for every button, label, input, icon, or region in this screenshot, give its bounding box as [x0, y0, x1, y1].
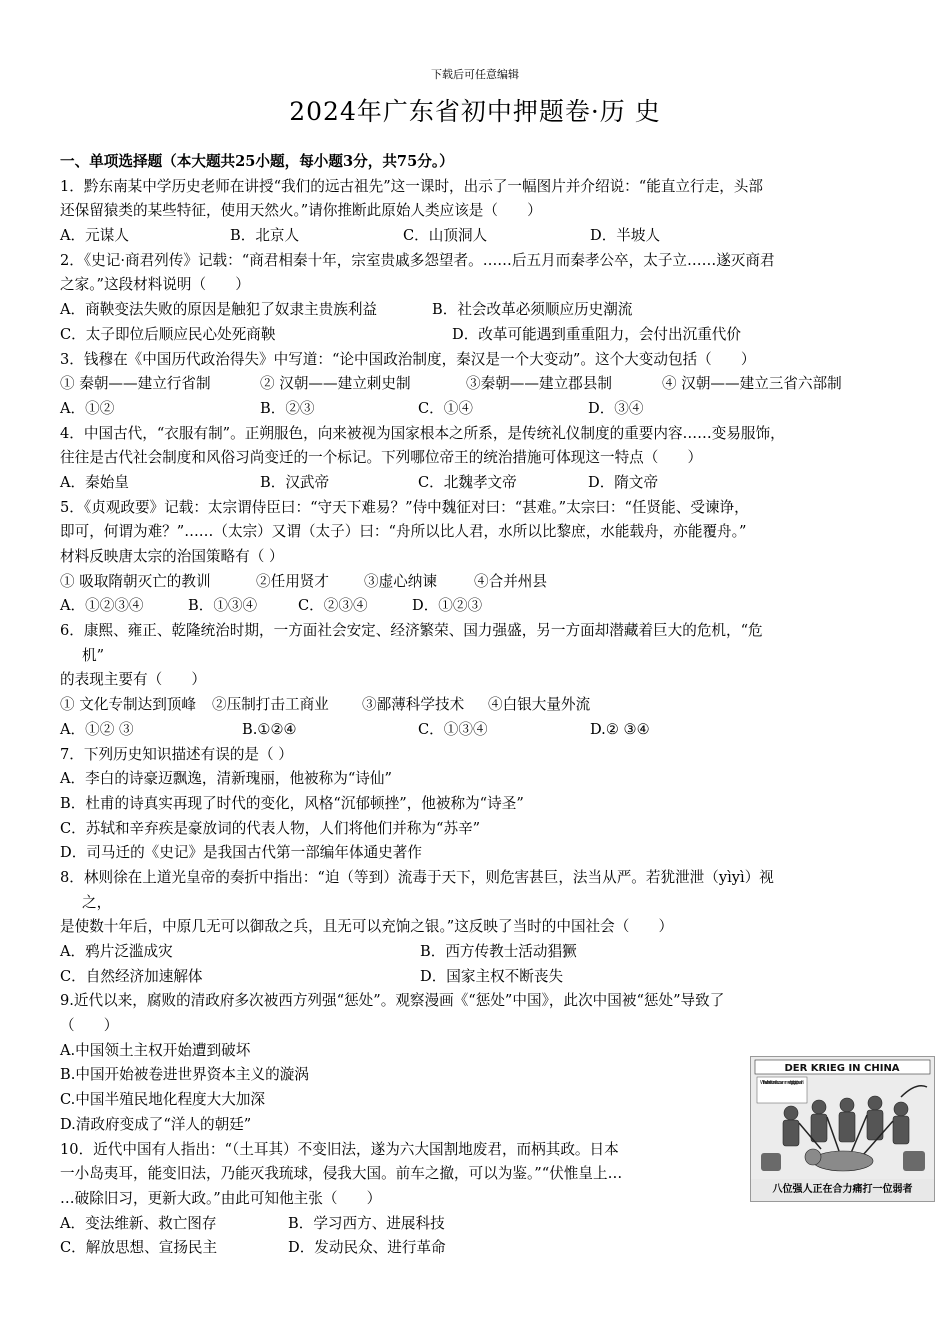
q6-option-b[interactable]: B.①②④: [242, 720, 297, 738]
q1-option-c[interactable]: C．山顶洞人: [403, 227, 488, 245]
q6-item-2: ②压制打击工商业: [212, 696, 329, 714]
q3-item-2: ② 汉朝——建立刺史制: [260, 375, 411, 393]
cartoon-banner: DER KRIEG IN CHINA: [784, 1063, 900, 1074]
q2-option-d[interactable]: D．改革可能遇到重重阻力，会付出沉重代价: [452, 325, 741, 343]
q6-items: [60, 693, 910, 718]
q7-stem-line: 7．下列历史知识描述有误的是（ ）: [60, 745, 293, 763]
cartoon-illustration: [751, 1057, 934, 1179]
q4-stem-line: 往往是古代社会制度和风俗习尚变迁的一个标记。下列哪位帝王的统治措施可体现这一特点（ ）: [60, 449, 703, 467]
q6-option-c[interactable]: C．①③④: [418, 720, 488, 738]
q10-options: [60, 1236, 910, 1261]
q3-item-3: ③秦朝——建立郡县制: [466, 375, 612, 393]
page-title: 2024年广东省初中押题卷·历 史: [289, 97, 661, 126]
q1-stem-line: 还保留猿类的某些特征，使用天然火。”请你推断此原始人类应该是（ ）: [60, 202, 542, 220]
q5-option-d[interactable]: D．①②③: [412, 597, 483, 615]
q4-option-c[interactable]: C．北魏孝文帝: [418, 473, 517, 491]
q9-stem-line: 9.近代以来，腐败的清政府多次被西方列强“惩处”。观察漫画《“惩处”中国》，此次中国被“惩处”导致了: [60, 992, 725, 1010]
q1-option-b[interactable]: B．北京人: [230, 227, 300, 245]
q5-item-1: ① 吸取隋朝灭亡的教训: [60, 572, 211, 590]
q10-option-c[interactable]: C．解放思想、宣扬民主: [60, 1239, 218, 1257]
q3-option-a[interactable]: A．①②: [60, 399, 115, 417]
q9-option-c[interactable]: C.中国半殖民地化程度大大加深: [60, 1091, 266, 1109]
q3-item-1: ① 秦朝——建立行省制: [60, 375, 211, 393]
q8-stem-line: 是使数十年后，中原几无可以御敌之兵，且无可以充饷之银。”这反映了当时的中国社会（ ）: [60, 918, 674, 936]
q1-options: [60, 224, 910, 249]
q5-item-2: ②任用贤才: [256, 572, 329, 590]
cartoon-figure: [750, 1056, 935, 1202]
q6-option-a[interactable]: A．①② ③: [60, 720, 134, 738]
q3-option-d[interactable]: D．③④: [588, 399, 644, 417]
q2-option-b[interactable]: B．社会改革必须顺应历史潮流: [432, 301, 633, 319]
q3-stem-line: 3．钱穆在《中国历代政治得失》中写道：“论中国政治制度，秦汉是一个大变动”。这个大变动包括（ ）: [60, 350, 756, 368]
q6-item-4: ④白银大量外流: [488, 696, 591, 714]
q4-stem-line: 4．中国古代，“衣服有制”。正朔服色，向来被视为国家根本之所系，是传统礼仪制度的重要内容……变易服饰，: [60, 424, 785, 442]
q6-item-1: ① 文化专制达到顶峰: [60, 696, 196, 714]
q5-option-c[interactable]: C．②③④: [298, 597, 368, 615]
q3-item-4: ④ 汉朝——建立三省六部制: [662, 375, 842, 393]
q5-items: [60, 570, 910, 595]
q7-option-c[interactable]: C．苏轼和辛弃疾是豪放词的代表人物，人们将他们并称为“苏辛”: [60, 819, 481, 837]
q10-stem-line: 一小岛夷耳，能变旧法，乃能灭我琉球，侵我大国。前车之撤，可以为鉴。”“伏惟皇上…: [60, 1165, 623, 1183]
q1-option-a[interactable]: A．元谋人: [60, 227, 129, 245]
q5-option-a[interactable]: A．①②③④: [60, 597, 144, 615]
q2-option-c[interactable]: C．太子即位后顺应民心处死商鞅: [60, 325, 276, 343]
q2-options: [60, 298, 910, 323]
q6-option-d[interactable]: D.② ③④: [590, 720, 650, 738]
q10-stem-line: …破除旧习，更新大政。”由此可知他主张（ ）: [60, 1189, 382, 1207]
cartoon-speech: Wir hau'n ihn fest und treu zusammen, hipp, hipp, hurrah!: [760, 1080, 805, 1086]
q1-option-d[interactable]: D．半坡人: [590, 227, 661, 245]
q9-option-a[interactable]: A.中国领土主权开始遭到破坏: [60, 1041, 251, 1059]
q4-options: [60, 471, 910, 496]
q2-stem-line: 之家。”这段材料说明（ ）: [60, 276, 250, 294]
q2-option-a[interactable]: A．商鞅变法失败的原因是触犯了奴隶主贵族利益: [60, 301, 378, 319]
q3-option-b[interactable]: B．②③: [260, 399, 315, 417]
q7-option-d[interactable]: D．司马迁的《史记》是我国古代第一部编年体通史著作: [60, 844, 422, 862]
q6-stem-line: 机”: [82, 646, 105, 664]
q3-option-c[interactable]: C．①④: [418, 399, 473, 417]
q2-options: [60, 323, 910, 348]
q10-option-b[interactable]: B．学习西方、进展科技: [288, 1214, 445, 1232]
q8-option-c[interactable]: C．自然经济加速解体: [60, 967, 203, 985]
q9-stem-line: （ ）: [60, 1017, 119, 1035]
section-heading: 一、单项选择题（本大题共25小题，每小题3分，共75分。）: [60, 153, 454, 170]
q6-item-3: ③鄙薄科学技术: [362, 696, 465, 714]
q2-stem-line: 2．《史记·商君列传》记载：“商君相秦十年，宗室贵戚多怨望者。……后五月而秦孝公卒，太子立……遂灭商君: [60, 251, 775, 269]
q5-stem-line: 5．《贞观政要》记载：太宗谓侍臣曰：“守天下难易？”侍中魏征对曰：“甚难。”太宗曰：“任贤能、受谏诤，: [60, 498, 749, 516]
q4-option-a[interactable]: A．秦始皇: [60, 473, 129, 491]
q9-option-b[interactable]: B.中国开始被卷进世界资本主义的漩涡: [60, 1066, 309, 1084]
q3-options: [60, 397, 910, 422]
q4-option-d[interactable]: D．隋文帝: [588, 473, 659, 491]
q10-options: [60, 1212, 910, 1237]
q8-stem-line: 8．林则徐在上道光皇帝的奏折中指出：“迫（等到）流毒于天下，则危害甚巨，法当从严。若犹泄泄（yìyì）视: [60, 868, 774, 886]
q10-option-a[interactable]: A．变法维新、救亡图存: [60, 1214, 217, 1232]
q1-stem-line: 1．黔东南某中学历史老师在讲授“我们的远古祖先”这一课时，出示了一幅图片并介绍说：“能直立行走，头部: [60, 177, 763, 195]
q6-stem-line: 6．康熙、雍正、乾隆统治时期，一方面社会安定、经济繁荣、国力强盛，另一方面却潜藏着巨大的危机，“危: [60, 622, 763, 640]
q6-options: [60, 718, 910, 743]
q8-stem-line: 之，: [82, 893, 112, 911]
header-note: 下载后可任意编辑: [431, 68, 519, 81]
q9-option-d[interactable]: D.清政府变成了“洋人的朝廷”: [60, 1115, 252, 1133]
q7-option-b[interactable]: B．杜甫的诗真实再现了时代的变化，风格“沉郁顿挫”，他被称为“诗圣”: [60, 794, 524, 812]
q7-option-a[interactable]: A．李白的诗豪迈飘逸，清新瑰丽，他被称为“诗仙”: [60, 770, 392, 788]
q8-options: [60, 940, 910, 965]
q5-stem-line: 即可，何谓为难？”……（太宗）又谓（太子）曰：“舟所以比人君，水所以比黎庶，水能载舟，亦能覆舟。”: [60, 523, 747, 541]
q5-option-b[interactable]: B．①③④: [188, 597, 258, 615]
q10-option-d[interactable]: D．发动民众、进行革命: [288, 1239, 446, 1257]
q6-stem-line: 的表现主要有（ ）: [60, 671, 206, 689]
cartoon-caption: 八位强人正在合力痛打一位弱者: [751, 1179, 934, 1201]
q3-items: [60, 372, 910, 397]
q4-option-b[interactable]: B．汉武帝: [260, 473, 330, 491]
q8-option-d[interactable]: D．国家主权不断丧失: [420, 967, 564, 985]
q8-options: [60, 965, 910, 990]
q5-stem-line: 材料反映唐太宗的治国策略有（ ）: [60, 548, 284, 565]
q8-option-b[interactable]: B．西方传教士活动猖獗: [420, 943, 577, 960]
q5-options: [60, 594, 910, 619]
q5-item-4: ④合并州县: [474, 572, 547, 590]
q10-stem-line: 10．近代中国有人指出：“（土耳其）不变旧法，遂为六大国割地废君，而柄其政。日本: [60, 1140, 619, 1158]
q8-option-a[interactable]: A．鸦片泛滥成灾: [60, 943, 173, 960]
q5-item-3: ③虚心纳谏: [364, 572, 437, 590]
